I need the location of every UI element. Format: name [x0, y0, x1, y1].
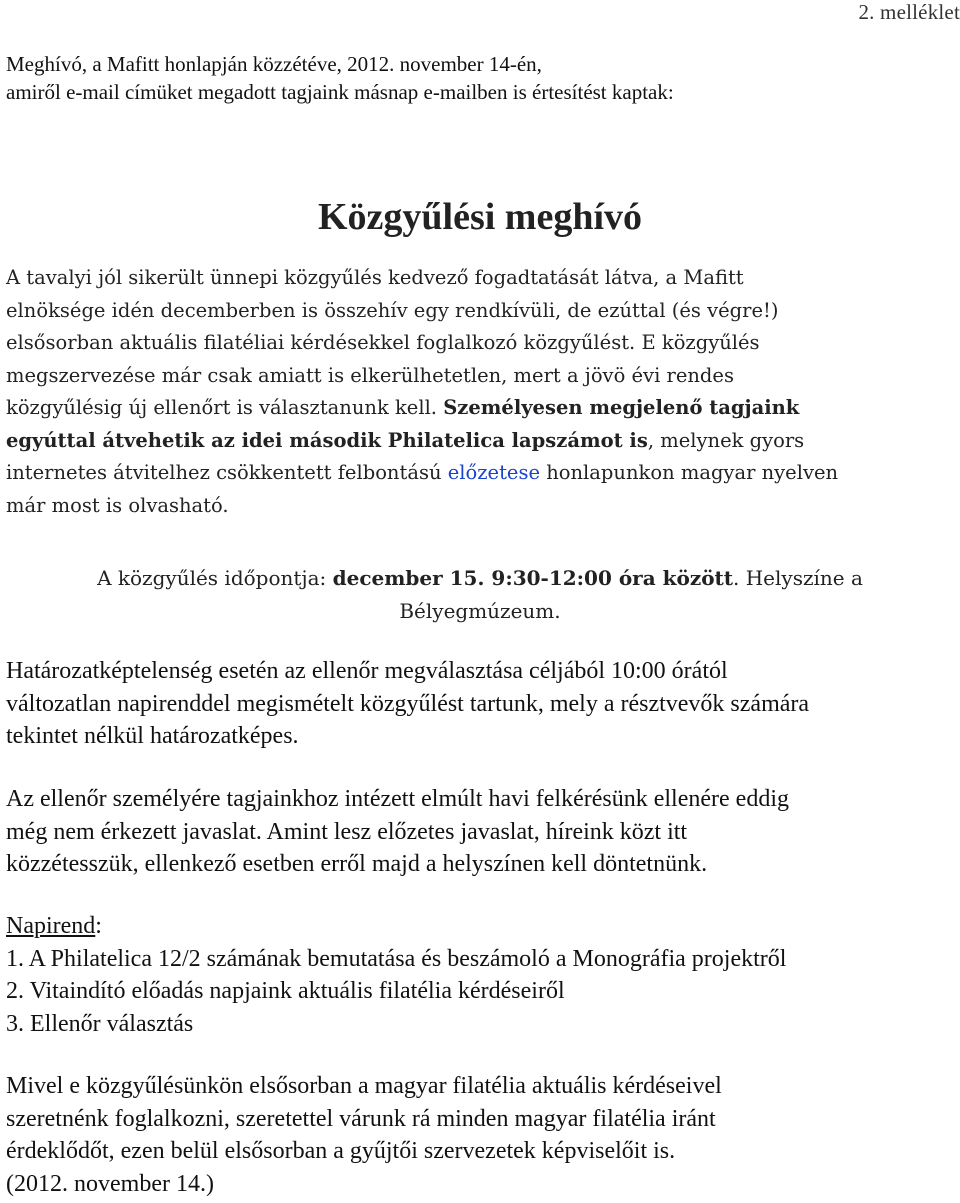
bold-text: egyúttal átvehetik az idei második Philatelica lapszámot is	[6, 428, 648, 452]
agenda-item: 2. Vitaindító előadás napjaink aktuális filatélia kérdéseiről	[6, 978, 565, 1004]
meeting-datetime: december 15. 9:30-12:00 óra között	[332, 566, 734, 590]
text-line: megszervezése már csak amiatt is elkerülhetetlen, mert a jövö évi rendes	[6, 363, 734, 387]
text-line: már most is olvasható.	[6, 493, 229, 517]
closing-date: (2012. november 14.)	[6, 1170, 214, 1197]
page-title: Közgyűlési meghívó	[317, 196, 643, 238]
meeting-info	[0, 562, 960, 627]
text-line: Az ellenőr személyére tagjainkhoz intézett elmúlt havi felkérésünk ellenére eddig	[6, 786, 789, 812]
agenda-heading-text: Napirend	[6, 913, 96, 939]
paragraph-closing	[6, 1070, 956, 1200]
text-line: változatlan napirenddel megismételt közgyűlést tartunk, mely a résztvevők számára	[6, 690, 810, 717]
intro-line: Meghívó, a Mafitt honlapján közzétéve, 2012. november 14-én,	[6, 52, 542, 76]
agenda-item: 1. A Philatelica 12/2 számának bemutatása és beszámoló a Monográfia projektről	[6, 945, 787, 972]
text-line: A tavalyi jól sikerült ünnepi közgyűlés kedvező fogadtatását látva, a Mafitt	[6, 266, 744, 289]
text-line: érdeklődőt, ezen belül elsősorban a gyűjtői szervezetek képviselőit is.	[6, 1138, 676, 1164]
paragraph-quorum	[6, 655, 956, 753]
text-segment: . Helyszíne a	[733, 566, 863, 590]
agenda	[6, 910, 956, 1040]
bold-text: Személyesen megjelenő tagjaink	[443, 396, 800, 419]
text-segment: internetes átvitelhez csökkentett felbontású	[6, 461, 448, 484]
text-line: szeretnénk foglalkozni, szeretettel várunk rá minden magyar filatélia iránt	[6, 1105, 716, 1132]
text-line: közzétesszük, ellenkező esetben erről majd a helyszínen kell döntetnünk.	[6, 851, 708, 877]
intro-line: amiről e-mail címüket megadott tagjaink másnap e-mailben is értesítést kaptak:	[6, 80, 674, 104]
text-line: még nem érkezett javaslat. Amint lesz előzetes javaslat, híreink közt itt	[6, 818, 688, 845]
intro-note	[6, 50, 906, 106]
text-segment: közgyűlésig új ellenőrt is választanunk kell.	[6, 396, 444, 419]
meeting-venue: Bélyegmúzeum.	[399, 598, 561, 623]
text-line: tekintet nélkül határozatképes.	[6, 723, 299, 749]
text-line	[6, 457, 954, 490]
text-line: Mivel e közgyűlésünkön elsősorban a magyar filatélia aktuális kérdéseivel	[6, 1073, 722, 1099]
agenda-item: 3. Ellenőr választás	[6, 1010, 194, 1037]
text-line: elnöksége idén decemberben is összehív egy rendkívüli, de ezúttal (és végre!)	[6, 298, 779, 322]
text-line: Határozatképtelenség esetén az ellenőr megválasztása céljából 10:00 órától	[6, 658, 728, 684]
text-line	[6, 392, 954, 425]
meeting-time-line	[0, 562, 960, 595]
text-segment: honlapunkon magyar nyelven	[540, 461, 839, 484]
text-segment: :	[95, 913, 102, 939]
text-line	[6, 425, 954, 458]
annex-label: 2. melléklet	[858, 0, 960, 24]
preview-link[interactable]: előzetese	[447, 461, 540, 484]
text-line: elsősorban aktuális filatéliai kérdésekkel foglalkozó közgyűlést. E közgyűlés	[6, 331, 760, 354]
paragraph-auditor	[6, 783, 956, 881]
text-segment: A közgyűlés időpontja:	[97, 566, 333, 590]
text-segment: , melynek gyors	[647, 428, 805, 452]
paragraph-intro	[6, 262, 954, 522]
agenda-heading	[6, 910, 956, 943]
